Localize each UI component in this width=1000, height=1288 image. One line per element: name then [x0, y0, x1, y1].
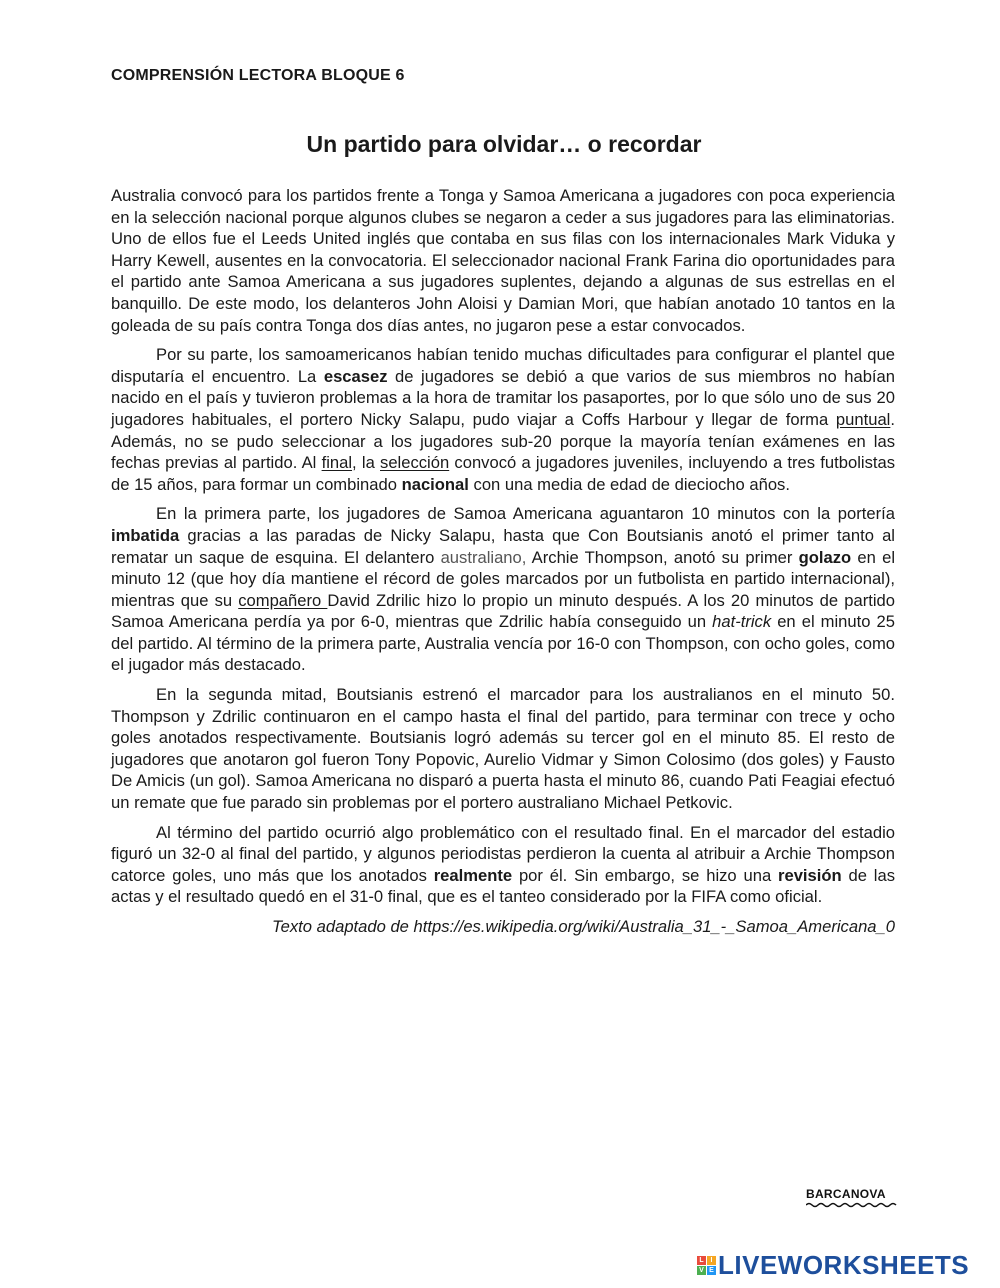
reading-text	[111, 185, 895, 938]
worksheet-header: COMPRENSIÓN LECTORA BLOQUE 6	[111, 67, 405, 84]
word-puntual: puntual	[835, 409, 891, 429]
paragraph-3: En la primera parte, los jugadores de Samoa Americana aguantaron 10 minutos con la portería imbatida gracias a las paradas de Nicky Salapu, hasta que Con Boutsianis anotó el primer tanto al rematar un saque de esquina. El delantero australiano, Archie Thompson, anotó su primer golazo en el minuto 12 (que hoy día mantiene el récord de goles marcados por un futbolista en partido internacional), mientras que su compañero David Zdrilic hizo lo propio un minuto después. A los 20 minutos de partido Samoa Americana perdía ya por 6-0, mientras que Zdrilic había conseguido un hat-trick en el minuto 25 del partido. Al término de la primera parte, Australia vencía por 16-0 con Thompson, con ocho goles, como el jugador más destacado.	[111, 504, 896, 675]
paragraph-2: Por su parte, los samoamericanos habían tenido muchas dificultades para configurar el plantel que disputaría el encuentro. La escasez de jugadores se debió a que varios de sus miembros no habían nacido en el país y tuvieron problemas a la hora de tramitar los pasaportes, por lo que sólo uno de sus 20 jugadores habituales, el portero Nicky Salapu, pudo viajar a Coffs Harbour y llegar de forma puntual. Además, no se pudo seleccionar a los jugadores sub-20 porque la mayoría tenían exámenes en las fechas previas al partido. Al final, la selección convocó a jugadores juveniles, incluyendo a tres futbolistas de 15 años, para formar un combinado nacional con una media de edad de dieciocho años.	[111, 345, 895, 494]
word-australiano: australiano,	[440, 547, 527, 567]
watermark-text: LIVEWORKSHEETS	[718, 1249, 970, 1280]
paragraph-1: Australia convocó para los partidos frente a Tonga y Samoa Americana a jugadores con poca experiencia en la selección nacional porque algunos clubes se negaron a ceder a sus jugadores para las eliminatorias. Uno de ellos fue el Leeds United inglés que contaba en sus filas con los internacionales Mark Viduka y Harry Kewell, ausentes en la convocatoria. El seleccionador nacional Frank Farina dio oportunidades para el partido ante Samoa Americana a sus jugadores suplentes, dejando a algunas de sus estrellas en el banquillo. De este modo, los delanteros John Aloisi y Damian Mori, que habían anotado 10 tantos en la goleada de su país contra Tonga dos días antes, no jugaron pese a estar convocados.	[111, 186, 895, 335]
word-final: final	[321, 453, 353, 473]
publisher-logo	[806, 1187, 898, 1208]
paragraph-4: En la segunda mitad, Boutsianis estrenó el marcador para los australianos en el minuto 50. Thompson y Zdrilic continuaron en el campo hasta el final del partido, para terminar con trece y ocho goles anotados respectivamente. Boutsianis logró además su tercer gol en el minuto 85. El resto de jugadores que anotaron gol fueron Tony Popovic, Aurelio Vidmar y Simon Colosimo (dos goles) y Fausto De Amicis (un gol). Samoa Americana no disparó a puerta hasta el minuto 86, cuando Pati Feagiai efectuó un remate que fue parado sin problemas por el portero australiano Michael Petkovic.	[111, 685, 895, 813]
word-imbatida: imbatida	[111, 525, 180, 545]
liveworksheets-watermark	[697, 1250, 969, 1280]
paragraph-5: Al término del partido ocurrió algo problemático con el resultado final. En el marcador del estadio figuró un 32-0 al final del partido, y algunos periodistas perdieron la cuenta al atribuir a Archie Thompson catorce goles, uno más que los anotados realmente por él. Sin embargo, se hizo una revisión de las actas y el resultado quedó en el 31-0 final, que es el tanteo considerado por la FIFA como oficial.	[111, 822, 895, 907]
wave-icon	[806, 1202, 898, 1208]
word-companero: compañero	[238, 590, 328, 610]
word-revision: revisión	[778, 865, 842, 885]
word-seleccion: selección	[380, 453, 450, 473]
liveworksheets-icon: L I V E	[697, 1256, 716, 1275]
word-realmente: realmente	[433, 865, 513, 885]
word-hat-trick: hat-trick	[712, 612, 772, 632]
page-title: Un partido para olvidar… o recordar	[306, 131, 702, 157]
publisher-name: BARCANOVA	[806, 1187, 886, 1201]
source-citation: Texto adaptado de https://es.wikipedia.org/wiki/Australia_31_-_Samoa_Americana_0	[272, 917, 895, 936]
word-golazo: golazo	[798, 547, 852, 567]
word-escasez: escasez	[323, 366, 388, 386]
word-nacional: nacional	[401, 474, 469, 494]
